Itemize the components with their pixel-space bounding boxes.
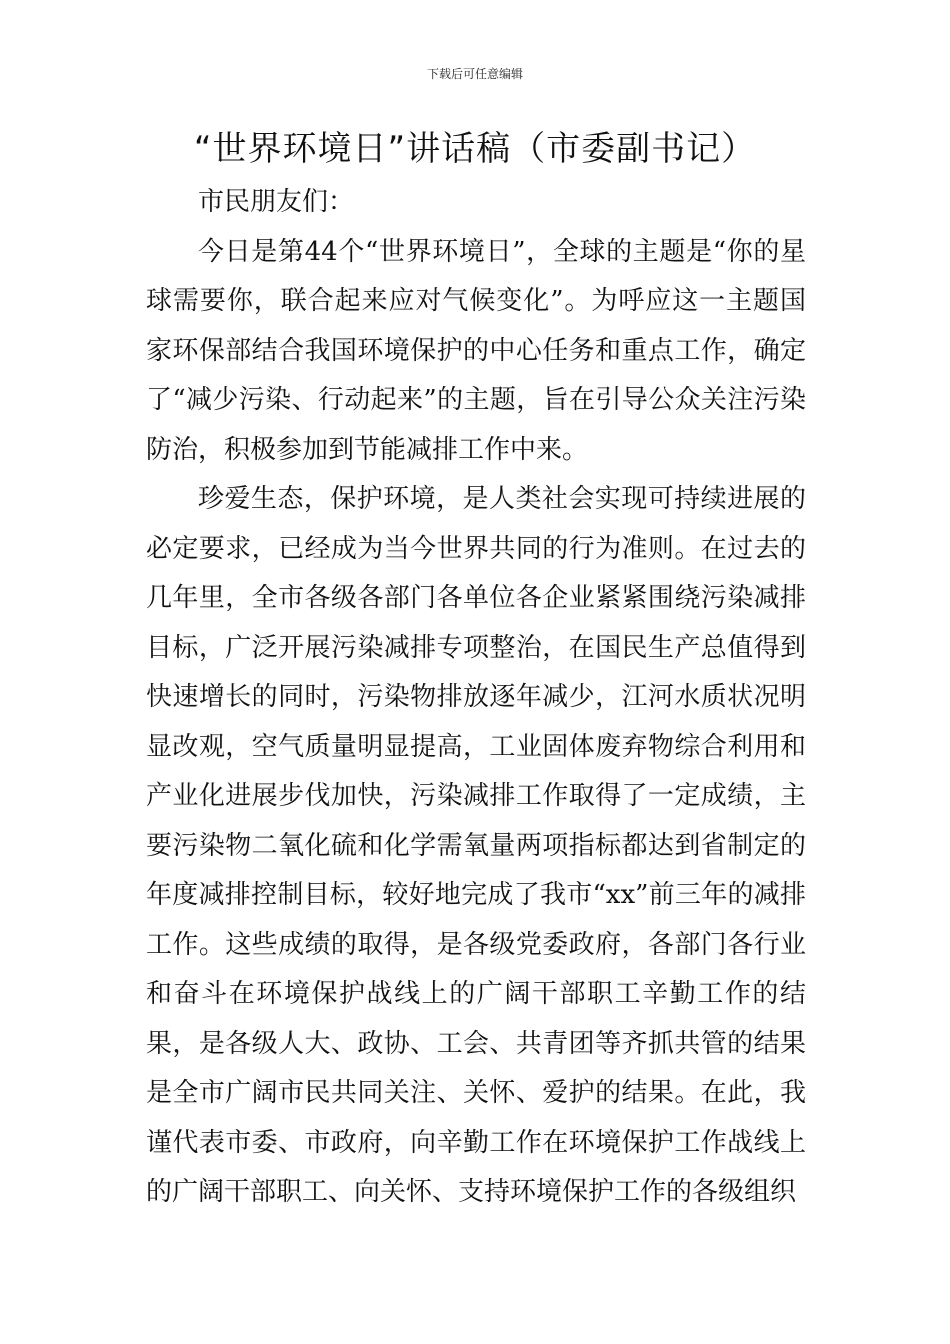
paragraph-1: 今日是第44个“世界环境日”，全球的主题是“你的星球需要你，联合起来应对气候变化”。为呼应这一主题国家环保部结合我国环境保护的中心任务和重点工作，确定了“减少污染、行动起来”的主题，旨在引导公众关注污染防治，积极参加到节能减排工作中来。 [146, 236, 806, 465]
salutation: 市民朋友们： [198, 187, 355, 217]
paragraph-2: 珍爱生态，保护环境，是人类社会实现可持续进展的必定要求，已经成为当今世界共同的行为准则。在过去的几年里，全市各级各部门各单位各企业紧紧围绕污染减排目标，广泛开展污染减排专项整治，在国民生产总值得到快速增长的同时，污染物排放逐年减少，江河水质状况明显改观，空气质量明显提高，工业固体废弃物综合利用和产业化进展步伐加快，污染减排工作取得了一定成绩，主要污染物二氧化硫和化学需氧量两项指标都达到省制定的年度减排控制目标，较好地完成了我市“xx”前三年的减排工作。这些成绩的取得，是各级党委政府，各部门各行业和奋斗在环境保护战线上的广阔干部职工辛勤工作的结果，是各级人大、政协、工会、共青团等齐抓共管的结果是全市广阔市民共同关注、关怀、爱护的结果。在此，我谨代表市委、市政府，向辛勤工作在环境保护工作战线上的广阔干部职工、向关怀、支持环境保护工作的各级组织 [146, 484, 806, 1207]
document-body [146, 178, 806, 1218]
document-title: “世界环境日”讲话稿（市委副书记） [193, 129, 757, 169]
page-header-note: 下载后可任意编辑 [426, 67, 523, 81]
